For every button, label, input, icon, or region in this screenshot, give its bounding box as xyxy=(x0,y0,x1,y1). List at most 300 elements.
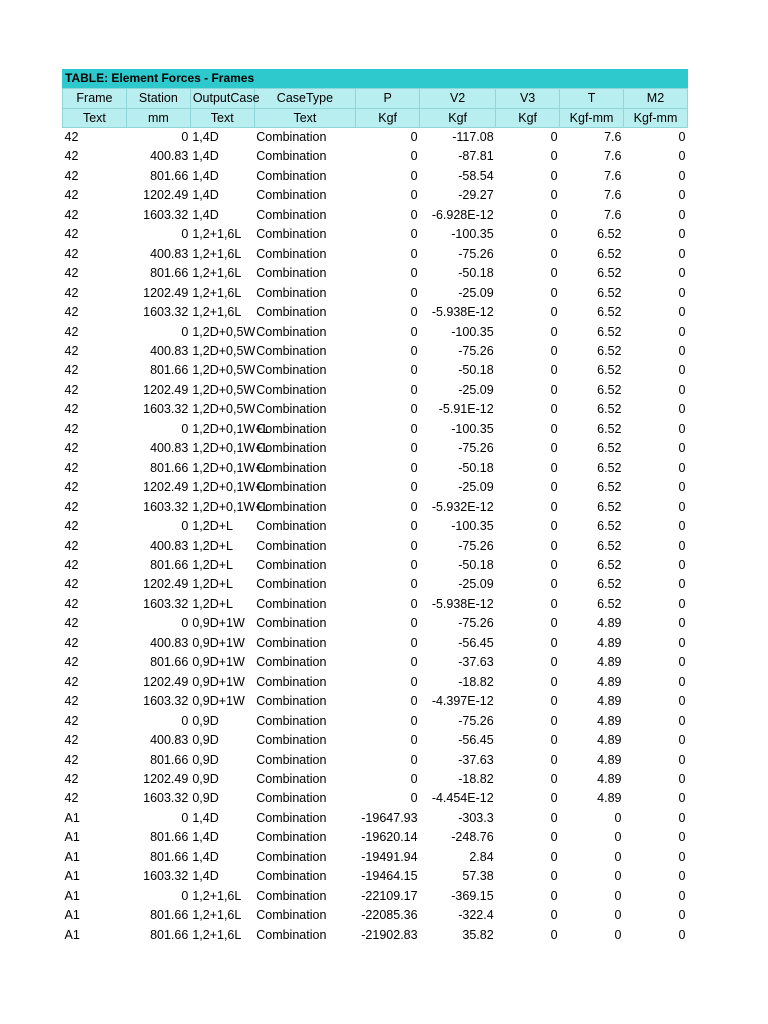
table-cell: 0 xyxy=(678,188,686,203)
table-cell: A1 xyxy=(64,927,80,942)
table-cell: 0 xyxy=(678,130,686,144)
table-cell: 6.52 xyxy=(597,363,622,378)
column-header: P xyxy=(356,89,420,109)
table-cell: 1,2D+0,5W xyxy=(192,343,256,358)
table-cell: -100.35 xyxy=(451,227,494,242)
table-cell: Combination xyxy=(256,557,327,572)
table-cell: 6.52 xyxy=(597,460,622,475)
table-cell: 42 xyxy=(64,577,79,592)
table-cell: 400.83 xyxy=(150,149,189,164)
table-cell: 0 xyxy=(550,285,558,300)
table-cell: 1,2D+0,1W+L xyxy=(192,480,270,495)
table-cell: 0 xyxy=(550,324,558,339)
table-cell: 0 xyxy=(181,888,189,903)
unit-header: Kgf xyxy=(356,108,420,128)
table-cell: 0 xyxy=(550,927,558,942)
table-cell: 0 xyxy=(678,694,686,709)
table-cell: 42 xyxy=(64,480,79,495)
table-cell: 6.52 xyxy=(597,421,622,436)
table-cell: 0 xyxy=(410,480,418,495)
table-cell: 42 xyxy=(64,441,79,456)
table-cell: 0 xyxy=(678,927,686,942)
table-cell: 42 xyxy=(64,305,79,320)
table-row xyxy=(63,245,688,264)
table-row xyxy=(63,459,688,478)
table-cell: 0,9D+1W xyxy=(192,674,245,689)
table-cell: 0 xyxy=(678,849,686,864)
table-cell: 1202.49 xyxy=(143,382,189,397)
table-cell: -75.26 xyxy=(458,538,494,553)
table-row xyxy=(63,789,688,808)
table-cell: 0 xyxy=(678,771,686,786)
table-row xyxy=(63,167,688,186)
table-cell: 6.52 xyxy=(597,480,622,495)
table-cell: 0 xyxy=(410,499,418,514)
table-cell: 0 xyxy=(678,577,686,592)
table-row xyxy=(63,692,688,711)
table-cell: 7.6 xyxy=(604,168,622,183)
table-cell: 400.83 xyxy=(150,538,189,553)
table-row xyxy=(63,614,688,633)
table-cell: -75.26 xyxy=(458,441,494,456)
table-cell: 0 xyxy=(678,324,686,339)
table-cell: 0 xyxy=(410,441,418,456)
table-cell: 6.52 xyxy=(597,499,622,514)
table-cell: 0 xyxy=(678,227,686,242)
table-row xyxy=(63,186,688,205)
table-cell: -5.932E-12 xyxy=(431,499,494,514)
table-cell: 1603.32 xyxy=(143,869,189,884)
table-cell: 0 xyxy=(410,752,418,767)
table-cell: 0 xyxy=(550,810,558,825)
table-cell: 0 xyxy=(410,694,418,709)
table-cell: 0 xyxy=(550,246,558,261)
table-cell: Combination xyxy=(256,499,327,514)
table-cell: 0 xyxy=(678,149,686,164)
table-cell: 0 xyxy=(678,441,686,456)
table-cell: 1,4D xyxy=(192,168,219,183)
table-cell: -100.35 xyxy=(451,324,494,339)
table-cell: -19491.94 xyxy=(361,849,418,864)
table-cell: 801.66 xyxy=(150,908,189,923)
table-cell: Combination xyxy=(256,616,327,631)
table-cell: 42 xyxy=(64,246,79,261)
table-cell: 6.52 xyxy=(597,577,622,592)
table-cell: 42 xyxy=(64,752,79,767)
table-cell: 1,2D+L xyxy=(192,538,233,553)
table-cell: 0 xyxy=(410,771,418,786)
table-cell: 1603.32 xyxy=(143,207,189,222)
table-cell: 0 xyxy=(678,266,686,281)
table-cell: 1202.49 xyxy=(143,577,189,592)
column-header: M2 xyxy=(623,89,687,109)
table-cell: 0 xyxy=(550,441,558,456)
table-cell: 0 xyxy=(678,635,686,650)
table-cell: 1,4D xyxy=(192,149,219,164)
table-row xyxy=(63,284,688,303)
table-cell: 42 xyxy=(64,324,79,339)
table-cell: 0 xyxy=(410,460,418,475)
table-cell: 7.6 xyxy=(604,188,622,203)
table-row xyxy=(63,537,688,556)
table-cell: 0 xyxy=(550,499,558,514)
column-header: Station xyxy=(126,89,190,109)
table-cell: 42 xyxy=(64,519,79,534)
table-cell: Combination xyxy=(256,207,327,222)
table-cell: 1,2+1,6L xyxy=(192,908,242,923)
table-cell: 6.52 xyxy=(597,402,622,417)
table-cell: -18.82 xyxy=(458,771,494,786)
table-cell: 4.89 xyxy=(597,694,622,709)
table-cell: 0 xyxy=(678,246,686,261)
table-cell: 0 xyxy=(678,207,686,222)
table-cell: -50.18 xyxy=(458,460,494,475)
table-row xyxy=(63,634,688,653)
table-cell: -5.938E-12 xyxy=(431,305,494,320)
table-cell: 0 xyxy=(678,674,686,689)
table-cell: 801.66 xyxy=(150,849,189,864)
table-cell: 400.83 xyxy=(150,635,189,650)
table-row xyxy=(63,381,688,400)
table-cell: 0 xyxy=(678,713,686,728)
table-cell: 1,4D xyxy=(192,188,219,203)
table-cell: 0 xyxy=(678,421,686,436)
table-row xyxy=(63,361,688,380)
table-cell: -25.09 xyxy=(458,480,494,495)
column-header: Frame xyxy=(63,89,127,109)
unit-header: Kgf-mm xyxy=(560,108,624,128)
table-cell: 42 xyxy=(64,343,79,358)
table-cell: 4.89 xyxy=(597,655,622,670)
table-cell: Combination xyxy=(256,810,327,825)
table-cell: 0,9D xyxy=(192,713,219,728)
table-cell: -25.09 xyxy=(458,285,494,300)
table-cell: 1,2D+L xyxy=(192,557,233,572)
table-cell: Combination xyxy=(256,285,327,300)
table-cell: 0 xyxy=(550,596,558,611)
table-cell: 42 xyxy=(64,616,79,631)
table-cell: 6.52 xyxy=(597,596,622,611)
table-cell: 0 xyxy=(550,557,558,572)
table-cell: -6.928E-12 xyxy=(431,207,494,222)
table-cell: 0 xyxy=(550,460,558,475)
table-cell: 0 xyxy=(678,557,686,572)
table-cell: -21902.83 xyxy=(361,927,418,942)
table-cell: Combination xyxy=(256,655,327,670)
table-cell: 42 xyxy=(64,713,79,728)
table-cell: 0 xyxy=(678,382,686,397)
column-header: V3 xyxy=(496,89,560,109)
table-cell: Combination xyxy=(256,869,327,884)
table-cell: 1,2D+0,1W+L xyxy=(192,460,270,475)
table-cell: 1,2D+L xyxy=(192,577,233,592)
table-cell: 6.52 xyxy=(597,343,622,358)
table-row xyxy=(63,770,688,789)
table-cell: 0 xyxy=(410,246,418,261)
table-row xyxy=(63,848,688,867)
table-cell: 42 xyxy=(64,499,79,514)
table-cell: 0 xyxy=(410,538,418,553)
table-cell: 0 xyxy=(678,810,686,825)
table-cell: 42 xyxy=(64,285,79,300)
table-cell: Combination xyxy=(256,733,327,748)
table-cell: 6.52 xyxy=(597,382,622,397)
table-cell: -248.76 xyxy=(451,830,494,845)
table-cell: 1603.32 xyxy=(143,791,189,806)
unit-header: Text xyxy=(254,108,355,128)
table-cell: Combination xyxy=(256,441,327,456)
table-cell: 42 xyxy=(64,771,79,786)
table-row xyxy=(63,400,688,419)
table-cell: 0 xyxy=(550,363,558,378)
table-cell: -58.54 xyxy=(458,168,494,183)
table-cell: 6.52 xyxy=(597,266,622,281)
table-row xyxy=(63,731,688,750)
table-cell: -100.35 xyxy=(451,519,494,534)
table-cell: 801.66 xyxy=(150,266,189,281)
table-cell: -25.09 xyxy=(458,577,494,592)
table-cell: 1,4D xyxy=(192,130,219,144)
table-cell: 0 xyxy=(410,130,418,144)
table-cell: A1 xyxy=(64,849,80,864)
table-cell: Combination xyxy=(256,888,327,903)
table-cell: 7.6 xyxy=(604,149,622,164)
table-cell: 400.83 xyxy=(150,246,189,261)
table-cell: 0 xyxy=(410,674,418,689)
table-cell: 0 xyxy=(678,168,686,183)
table-cell: Combination xyxy=(256,343,327,358)
table-cell: 0 xyxy=(181,130,189,144)
table-cell: 1,2+1,6L xyxy=(192,266,242,281)
table-cell: 0 xyxy=(410,616,418,631)
table-cell: 6.52 xyxy=(597,557,622,572)
table-cell: 1603.32 xyxy=(143,305,189,320)
table-cell: 42 xyxy=(64,674,79,689)
table-cell: -19464.15 xyxy=(361,869,418,884)
table-cell: Combination xyxy=(256,674,327,689)
table-cell: 1603.32 xyxy=(143,499,189,514)
table-cell: 1,4D xyxy=(192,830,219,845)
table-cell: 1,2D+0,5W xyxy=(192,363,256,378)
table-cell: 57.38 xyxy=(462,869,494,884)
table-cell: 0,9D+1W xyxy=(192,635,245,650)
table-cell: 0 xyxy=(678,538,686,553)
table-cell: 0 xyxy=(410,655,418,670)
table-cell: 0 xyxy=(550,305,558,320)
table-cell: 0 xyxy=(410,207,418,222)
table-cell: -87.81 xyxy=(458,149,494,164)
table-cell: 0 xyxy=(410,168,418,183)
table-cell: 0 xyxy=(550,635,558,650)
table-cell: 4.89 xyxy=(597,733,622,748)
table-cell: 0 xyxy=(550,908,558,923)
table-cell: 0 xyxy=(614,849,622,864)
table-row xyxy=(63,128,688,148)
table-cell: -50.18 xyxy=(458,557,494,572)
table-cell: 0 xyxy=(550,168,558,183)
table-row xyxy=(63,342,688,361)
table-cell: -75.26 xyxy=(458,713,494,728)
unit-header: mm xyxy=(126,108,190,128)
table-cell: 42 xyxy=(64,421,79,436)
table-cell: 1202.49 xyxy=(143,674,189,689)
table-cell: Combination xyxy=(256,460,327,475)
table-cell: 0 xyxy=(410,285,418,300)
table-cell: 801.66 xyxy=(150,168,189,183)
table-row xyxy=(63,809,688,828)
table-cell: 42 xyxy=(64,402,79,417)
table-cell: 0 xyxy=(678,655,686,670)
table-cell: -369.15 xyxy=(451,888,494,903)
table-cell: -29.27 xyxy=(458,188,494,203)
table-cell: 0 xyxy=(550,674,558,689)
table-cell: 42 xyxy=(64,460,79,475)
table-cell: 42 xyxy=(64,207,79,222)
table-cell: -18.82 xyxy=(458,674,494,689)
table-cell: 1,2D+0,5W xyxy=(192,402,256,417)
table-cell: 7.6 xyxy=(604,130,622,144)
table-cell: 0 xyxy=(678,402,686,417)
table-cell: Combination xyxy=(256,227,327,242)
table-cell: Combination xyxy=(256,596,327,611)
table-cell: -56.45 xyxy=(458,635,494,650)
table-cell: Combination xyxy=(256,188,327,203)
table-cell: 42 xyxy=(64,149,79,164)
table-cell: 801.66 xyxy=(150,557,189,572)
table-cell: 0 xyxy=(678,519,686,534)
table-cell: Combination xyxy=(256,363,327,378)
table-cell: -19647.93 xyxy=(361,810,418,825)
table-cell: 42 xyxy=(64,227,79,242)
table-cell: Combination xyxy=(256,577,327,592)
table-cell: 0 xyxy=(550,616,558,631)
table-cell: 0 xyxy=(550,402,558,417)
table-cell: -5.91E-12 xyxy=(438,402,494,417)
element-forces-sheet xyxy=(62,69,688,945)
table-row xyxy=(63,498,688,517)
column-header: V2 xyxy=(420,89,496,109)
table-cell: 0 xyxy=(678,908,686,923)
table-cell: 0 xyxy=(550,733,558,748)
table-cell: 0 xyxy=(410,791,418,806)
column-header: T xyxy=(560,89,624,109)
table-cell: 1,4D xyxy=(192,810,219,825)
unit-header: Kgf-mm xyxy=(623,108,687,128)
table-cell: 0 xyxy=(550,577,558,592)
units-header-row xyxy=(63,108,688,128)
table-cell: 0 xyxy=(550,188,558,203)
table-cell: 0 xyxy=(410,149,418,164)
table-cell: 0 xyxy=(410,596,418,611)
table-cell: Combination xyxy=(256,168,327,183)
table-cell: Combination xyxy=(256,246,327,261)
table-cell: Combination xyxy=(256,830,327,845)
table-cell: Combination xyxy=(256,635,327,650)
table-cell: 0 xyxy=(614,810,622,825)
table-cell: 0 xyxy=(678,733,686,748)
unit-header: Text xyxy=(63,108,127,128)
table-cell: 0 xyxy=(550,791,558,806)
table-cell: 1202.49 xyxy=(143,480,189,495)
table-cell: 0 xyxy=(410,382,418,397)
table-cell: 6.52 xyxy=(597,519,622,534)
table-cell: 0 xyxy=(550,694,558,709)
table-cell: 1202.49 xyxy=(143,771,189,786)
table-row xyxy=(63,147,688,166)
table-cell: 0 xyxy=(678,616,686,631)
table-cell: 42 xyxy=(64,130,79,144)
table-cell: 801.66 xyxy=(150,363,189,378)
table-cell: 801.66 xyxy=(150,752,189,767)
table-cell: 0,9D xyxy=(192,752,219,767)
table-cell: 1603.32 xyxy=(143,596,189,611)
table-row xyxy=(63,303,688,322)
table-cell: 35.82 xyxy=(462,927,494,942)
table-cell: -303.3 xyxy=(458,810,494,825)
table-cell: 42 xyxy=(64,596,79,611)
table-cell: 0,9D xyxy=(192,733,219,748)
table-row xyxy=(63,906,688,925)
table-cell: -22109.17 xyxy=(361,888,418,903)
element-forces-table xyxy=(62,88,688,945)
table-cell: 42 xyxy=(64,363,79,378)
table-cell: 42 xyxy=(64,655,79,670)
table-cell: 0 xyxy=(678,499,686,514)
unit-header: Kgf xyxy=(496,108,560,128)
table-cell: Combination xyxy=(256,538,327,553)
table-cell: 42 xyxy=(64,168,79,183)
table-cell: 0 xyxy=(550,207,558,222)
table-row xyxy=(63,751,688,770)
table-cell: -22085.36 xyxy=(361,908,418,923)
table-cell: 0 xyxy=(410,519,418,534)
table-cell: 42 xyxy=(64,382,79,397)
table-cell: 1202.49 xyxy=(143,188,189,203)
table-cell: 1,2+1,6L xyxy=(192,927,242,942)
table-cell: 400.83 xyxy=(150,441,189,456)
table-cell: Combination xyxy=(256,791,327,806)
table-cell: 0 xyxy=(614,908,622,923)
table-cell: 1,4D xyxy=(192,207,219,222)
table-cell: 6.52 xyxy=(597,246,622,261)
table-cell: 0 xyxy=(614,927,622,942)
table-cell: 2.84 xyxy=(469,849,494,864)
table-cell: -25.09 xyxy=(458,382,494,397)
table-cell: -75.26 xyxy=(458,246,494,261)
table-cell: Combination xyxy=(256,402,327,417)
table-cell: 6.52 xyxy=(597,324,622,339)
table-cell: -37.63 xyxy=(458,655,494,670)
table-row xyxy=(63,926,688,945)
table-cell: Combination xyxy=(256,266,327,281)
table-cell: 1,2D+0,1W+L xyxy=(192,441,270,456)
table-cell: 801.66 xyxy=(150,830,189,845)
table-cell: 1603.32 xyxy=(143,402,189,417)
table-cell: 400.83 xyxy=(150,733,189,748)
table-cell: 6.52 xyxy=(597,305,622,320)
table-cell: -75.26 xyxy=(458,343,494,358)
table-row xyxy=(63,828,688,847)
table-cell: 42 xyxy=(64,694,79,709)
table-cell: -50.18 xyxy=(458,266,494,281)
table-cell: 4.89 xyxy=(597,674,622,689)
table-cell: 801.66 xyxy=(150,655,189,670)
table-row xyxy=(63,206,688,225)
table-cell: 0 xyxy=(410,343,418,358)
table-cell: 0 xyxy=(410,324,418,339)
table-cell: 0 xyxy=(550,888,558,903)
table-cell: 0 xyxy=(678,305,686,320)
